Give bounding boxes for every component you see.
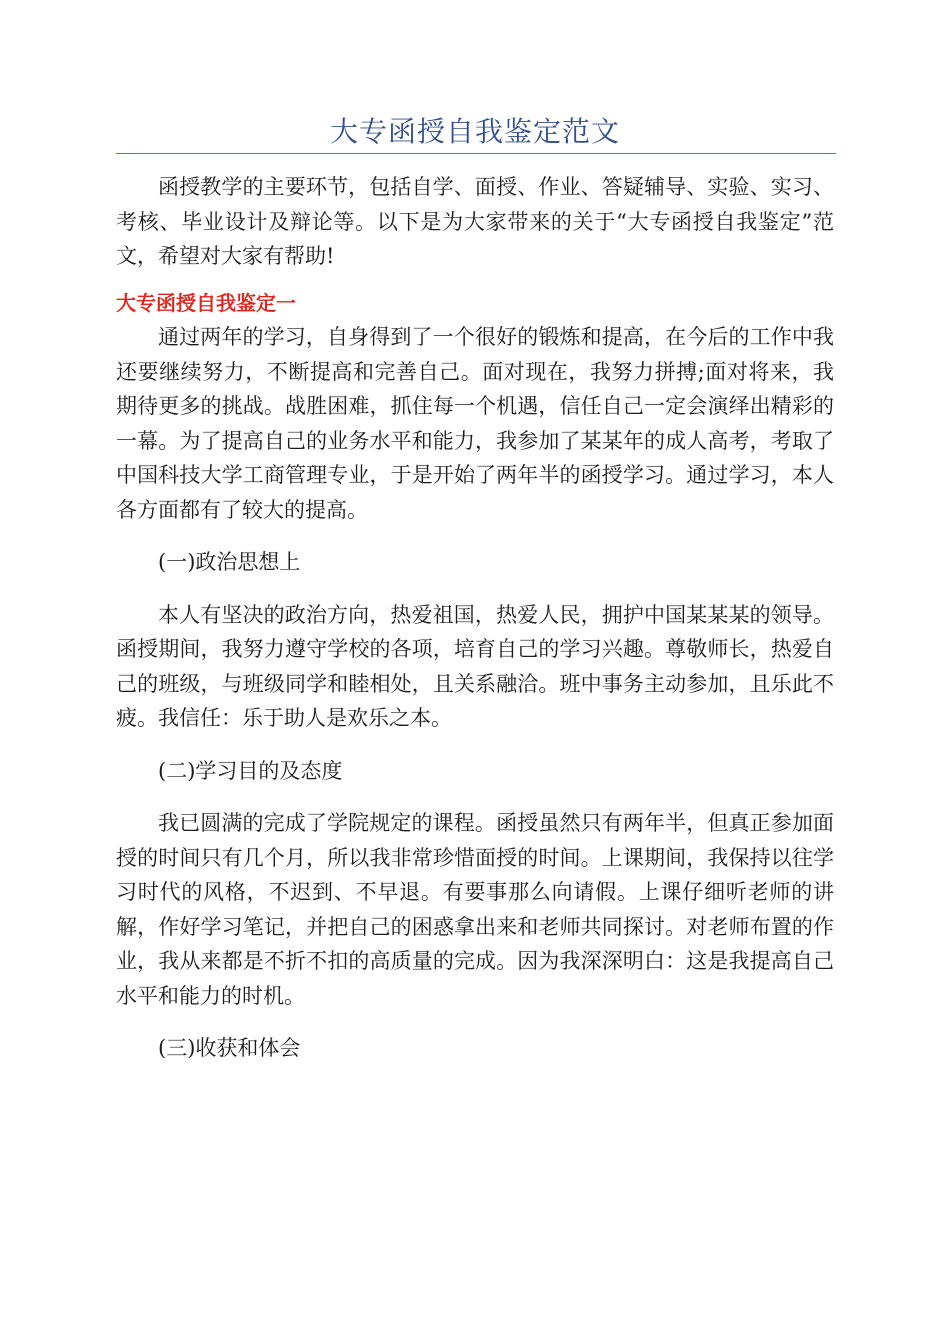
body-paragraph-2: 本人有坚决的政治方向，热爱祖国，热爱人民，拥护中国某某某的领导。函授期间，我努力遵守学校的各项，培育自己的学习兴趣。尊敬师长，热爱自己的班级，与班级同学和睦相处，且关系融洽。班中事务主动参加，且乐此不疲。我信任：乐于助人是欢乐之本。 — [116, 602, 834, 730]
document-title: 大专函授自我鉴定范文 — [329, 115, 620, 148]
section-heading: 大专函授自我鉴定一 — [116, 290, 296, 315]
title-underline — [116, 153, 836, 154]
subheading-gains: (三)收获和体会 — [158, 1036, 301, 1060]
subheading-study: (二)学习目的及态度 — [158, 758, 343, 783]
subheading-politics: (一)政治思想上 — [158, 550, 301, 574]
body-paragraph-3: 我已圆满的完成了学院规定的课程。函授虽然只有两年半，但真正参加面授的时间只有几个月，所以我非常珍惜面授的时间。上课期间，我保持以往学习时代的风格，不迟到、不早退。有要事那么向请假。上课仔细听老师的讲解，作好学习笔记，并把自己的困惑拿出来和老师共同探讨。对老师布置的作业，我从来都是不折不扣的高质量的完成。因为我深深明白：这是我提高自己水平和能力的时机。 — [116, 811, 834, 1008]
document-body — [116, 170, 834, 1066]
body-paragraph-1: 通过两年的学习，自身得到了一个很好的锻炼和提高，在今后的工作中我还要继续努力，不断提高和完善自己。面对现在，我努力拼搏;面对将来，我期待更多的挑战。战胜困难，抓住每一个机遇，信任自己一定会演绎出精彩的一幕。为了提高自己的业务水平和能力，我参加了某某年的成人高考，考取了中国科技大学工商管理专业，于是开始了两年半的函授学习。通过学习，本人各方面都有了较大的提高。 — [116, 325, 834, 522]
intro-paragraph: 函授教学的主要环节，包括自学、面授、作业、答疑辅导、实验、实习、考核、毕业设计及辩论等。以下是为大家带来的关于“大专函授自我鉴定”范文，希望对大家有帮助! — [116, 175, 834, 268]
